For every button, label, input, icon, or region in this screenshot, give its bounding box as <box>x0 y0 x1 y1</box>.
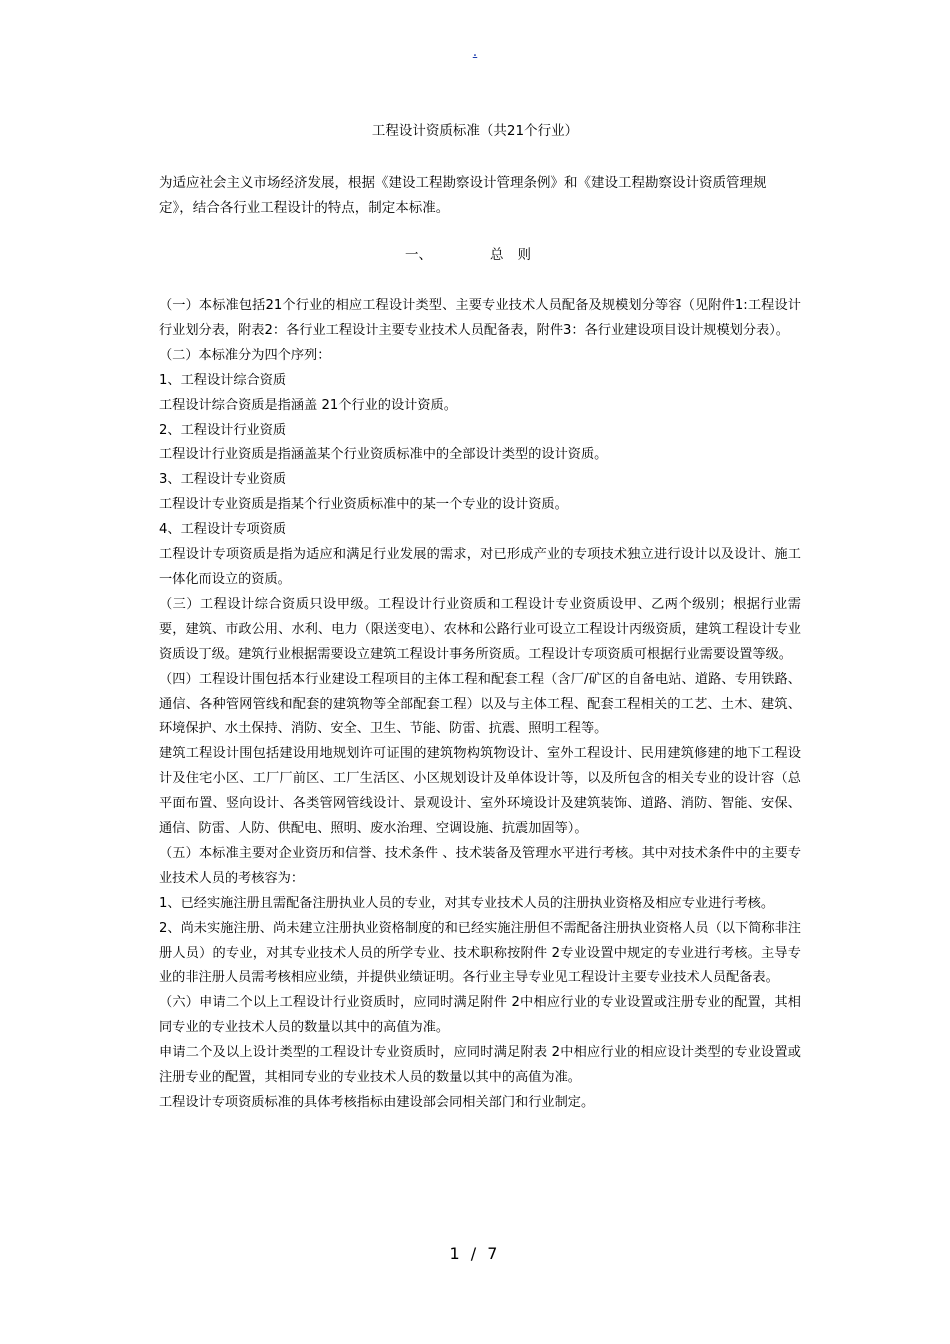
paragraph: 工程设计专项资质是指为适应和满足行业发展的需求，对已形成产业的专项技术独立进行设计以及设计、施工一体化而设立的资质。 <box>159 547 801 587</box>
paragraph: 工程设计专项资质标准的具体考核指标由建设部会同相关部门和行业制定。 <box>159 1095 595 1110</box>
paragraph: 4、工程设计专项资质 <box>159 522 287 538</box>
paragraph: 1、工程设计综合资质 <box>159 372 287 388</box>
paragraph: 工程设计综合资质是指涵盖 21个行业的设计资质。 <box>159 397 457 413</box>
paragraph: （三）工程设计综合资质只设甲级。工程设计行业资质和工程设计专业资质设甲、乙两个级别；根据行业需要，建筑、市政公用、水利、电力（限送变电）、农林和公路行业可设立工程设计丙级资质，建筑工程设计专业资质设丁级。建筑行业根据需要设立建筑工程设计事务所资质。工程设计专项资质可根据行业需要设置等级。 <box>159 596 801 662</box>
paragraph: 2、工程设计行业资质 <box>159 422 287 438</box>
body-text <box>159 294 801 1116</box>
paragraph: 工程设计专业资质是指某个行业资质标准中的某一个专业的设计资质。 <box>159 497 568 513</box>
paragraph: 1、已经实施注册且需配备注册执业人员的专业，对其专业技术人员的注册执业资格及相应专业进行考核。 <box>159 895 775 911</box>
section-title: 总则 <box>490 247 545 263</box>
paragraph: 工程设计行业资质是指涵盖某个行业资质标准中的全部设计类型的设计资质。 <box>159 447 608 463</box>
section-heading <box>0 245 950 265</box>
intro-paragraph: 为适应社会主义市场经济发展，根据《建设工程勘察设计管理条例》和《建设工程勘察设计资质管理规定》，结合各行业工程设计的特点，制定本标准。 <box>159 175 767 216</box>
page-indicator: 1 / 7 <box>449 1244 501 1263</box>
paragraph: （六）申请二个以上工程设计行业资质时，应同时满足附件 2中相应行业的专业设置或注册专业的配置，其相同专业的专业技术人员的数量以其中的高值为准。 <box>159 995 801 1036</box>
paragraph: （五）本标准主要对企业资历和信誉、技术条件 、技术装备及管理水平进行考核。其中对技术条件中的主要专业技术人员的考核容为： <box>159 845 801 886</box>
document-title: 工程设计资质标准（共21个行业） <box>371 123 579 139</box>
header-mark: . <box>472 44 478 60</box>
paragraph: （二）本标准分为四个序列： <box>159 347 331 363</box>
paragraph: 2、尚未实施注册、尚未建立注册执业资格制度的和已经实施注册但不需配备注册执业资格人员（以下简称非注册人员）的专业，对其专业技术人员的所学专业、技术职称按附件 2专业设置中规定的专业进行考核。主导专业的非注册人员需考核相应业绩，并提供业绩证明。各行业主导专业见工程设计主要专业技术人员配备表。 <box>159 920 801 986</box>
paragraph: 建筑工程设计围包括建设用地规划许可证围的建筑物构筑物设计、室外工程设计、民用建筑修建的地下工程设计及住宅小区、工厂厂前区、工厂生活区、小区规划设计及单体设计等，以及所包含的相关专业的设计容（总平面布置、竖向设计、各类管网管线设计、景观设计、室外环境设计及建筑装饰、道路、消防、智能、安保、通信、防雷、人防、供配电、照明、废水治理、空调设施、抗震加固等）。 <box>159 746 801 837</box>
paragraph: 申请二个及以上设计类型的工程设计专业资质时，应同时满足附表 2中相应行业的相应设计类型的专业设置或注册专业的配置，其相同专业的专业技术人员的数量以其中的高值为准。 <box>159 1045 801 1086</box>
section-number: 一、 <box>405 247 432 263</box>
paragraph: （一）本标准包括21个行业的相应工程设计类型、主要专业技术人员配备及规模划分等容（见附件1:工程设计行业划分表，附表2：各行业工程设计主要专业技术人员配备表，附件3：各行业建设项目设计规模划分表）。 <box>159 298 801 338</box>
paragraph: （四）工程设计围包括本行业建设工程项目的主体工程和配套工程（含厂/矿区的自备电站、道路、专用铁路、通信、各种管网管线和配套的建筑物等全部配套工程）以及与主体工程、配套工程相关的工艺、土木、建筑、环境保护、水土保持、消防、安全、卫生、节能、防雷、抗震、照明工程等。 <box>159 671 801 737</box>
paragraph: 3、工程设计专业资质 <box>159 472 287 488</box>
